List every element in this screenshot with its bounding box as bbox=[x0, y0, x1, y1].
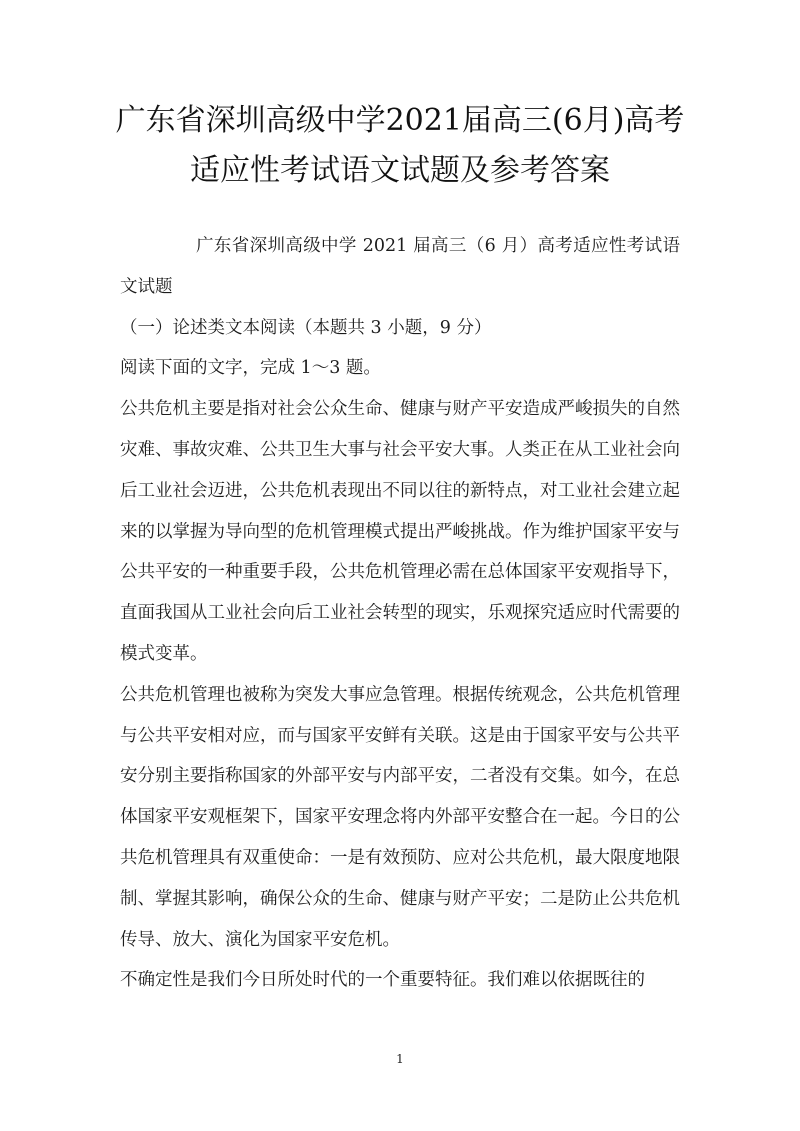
document-title bbox=[100, 96, 700, 196]
body-paragraph-1: 公共危机主要是指对社会公众生命、健康与财产平安造成严峻损失的自然灾难、事故灾难、公共卫生大事与社会平安大事。人类正在从工业社会向后工业社会迈进，公共危机表现出不同以往的新特点，对工业社会建立起来的以掌握为导向型的危机管理模式提出严峻挑战。作为维护国家平安与公共平安的一种重要手段，公共危机管理必需在总体国家平安观指导下，直面我国从工业社会向后工业社会转型的现实，乐观探究适应时代需要的模式变革。 bbox=[120, 399, 680, 664]
body-paragraph-2: 公共危机管理也被称为突发大事应急管理。根据传统观念，公共危机管理与公共平安相对应，而与国家平安鲜有关联。这是由于国家平安与公共平安分别主要指称国家的外部平安与内部平安，二者没有交集。如今，在总体国家平安观框架下，国家平安理念将内外部平安整合在一起。今日的公共危机管理具有双重使命：一是有效预防、应对公共危机，最大限度地限制、掌握其影响，确保公众的生命、健康与财产平安；二是防止公共危机传导、放大、演化为国家平安危机。 bbox=[120, 684, 680, 950]
page-number: 1 bbox=[396, 1052, 404, 1066]
section-heading: （一）论述类文本阅读（本题共 3 小题，9 分） bbox=[120, 317, 492, 338]
exam-subtitle-paragraph: 广东省深圳高级中学 2021 届高三（6 月）高考适应性考试语文试题 bbox=[120, 236, 680, 297]
title-line-2: 适应性考试语文试题及参考答案 bbox=[190, 153, 610, 188]
document-body bbox=[120, 226, 680, 1001]
instruction-paragraph: 阅读下面的文字，完成 1～3 题。 bbox=[120, 358, 381, 379]
title-line-1: 广东省深圳高级中学2021届高三(6月)高考 bbox=[115, 103, 685, 138]
body-paragraph-3: 不确定性是我们今日所处时代的一个重要特征。我们难以依据既往的 bbox=[120, 970, 645, 991]
